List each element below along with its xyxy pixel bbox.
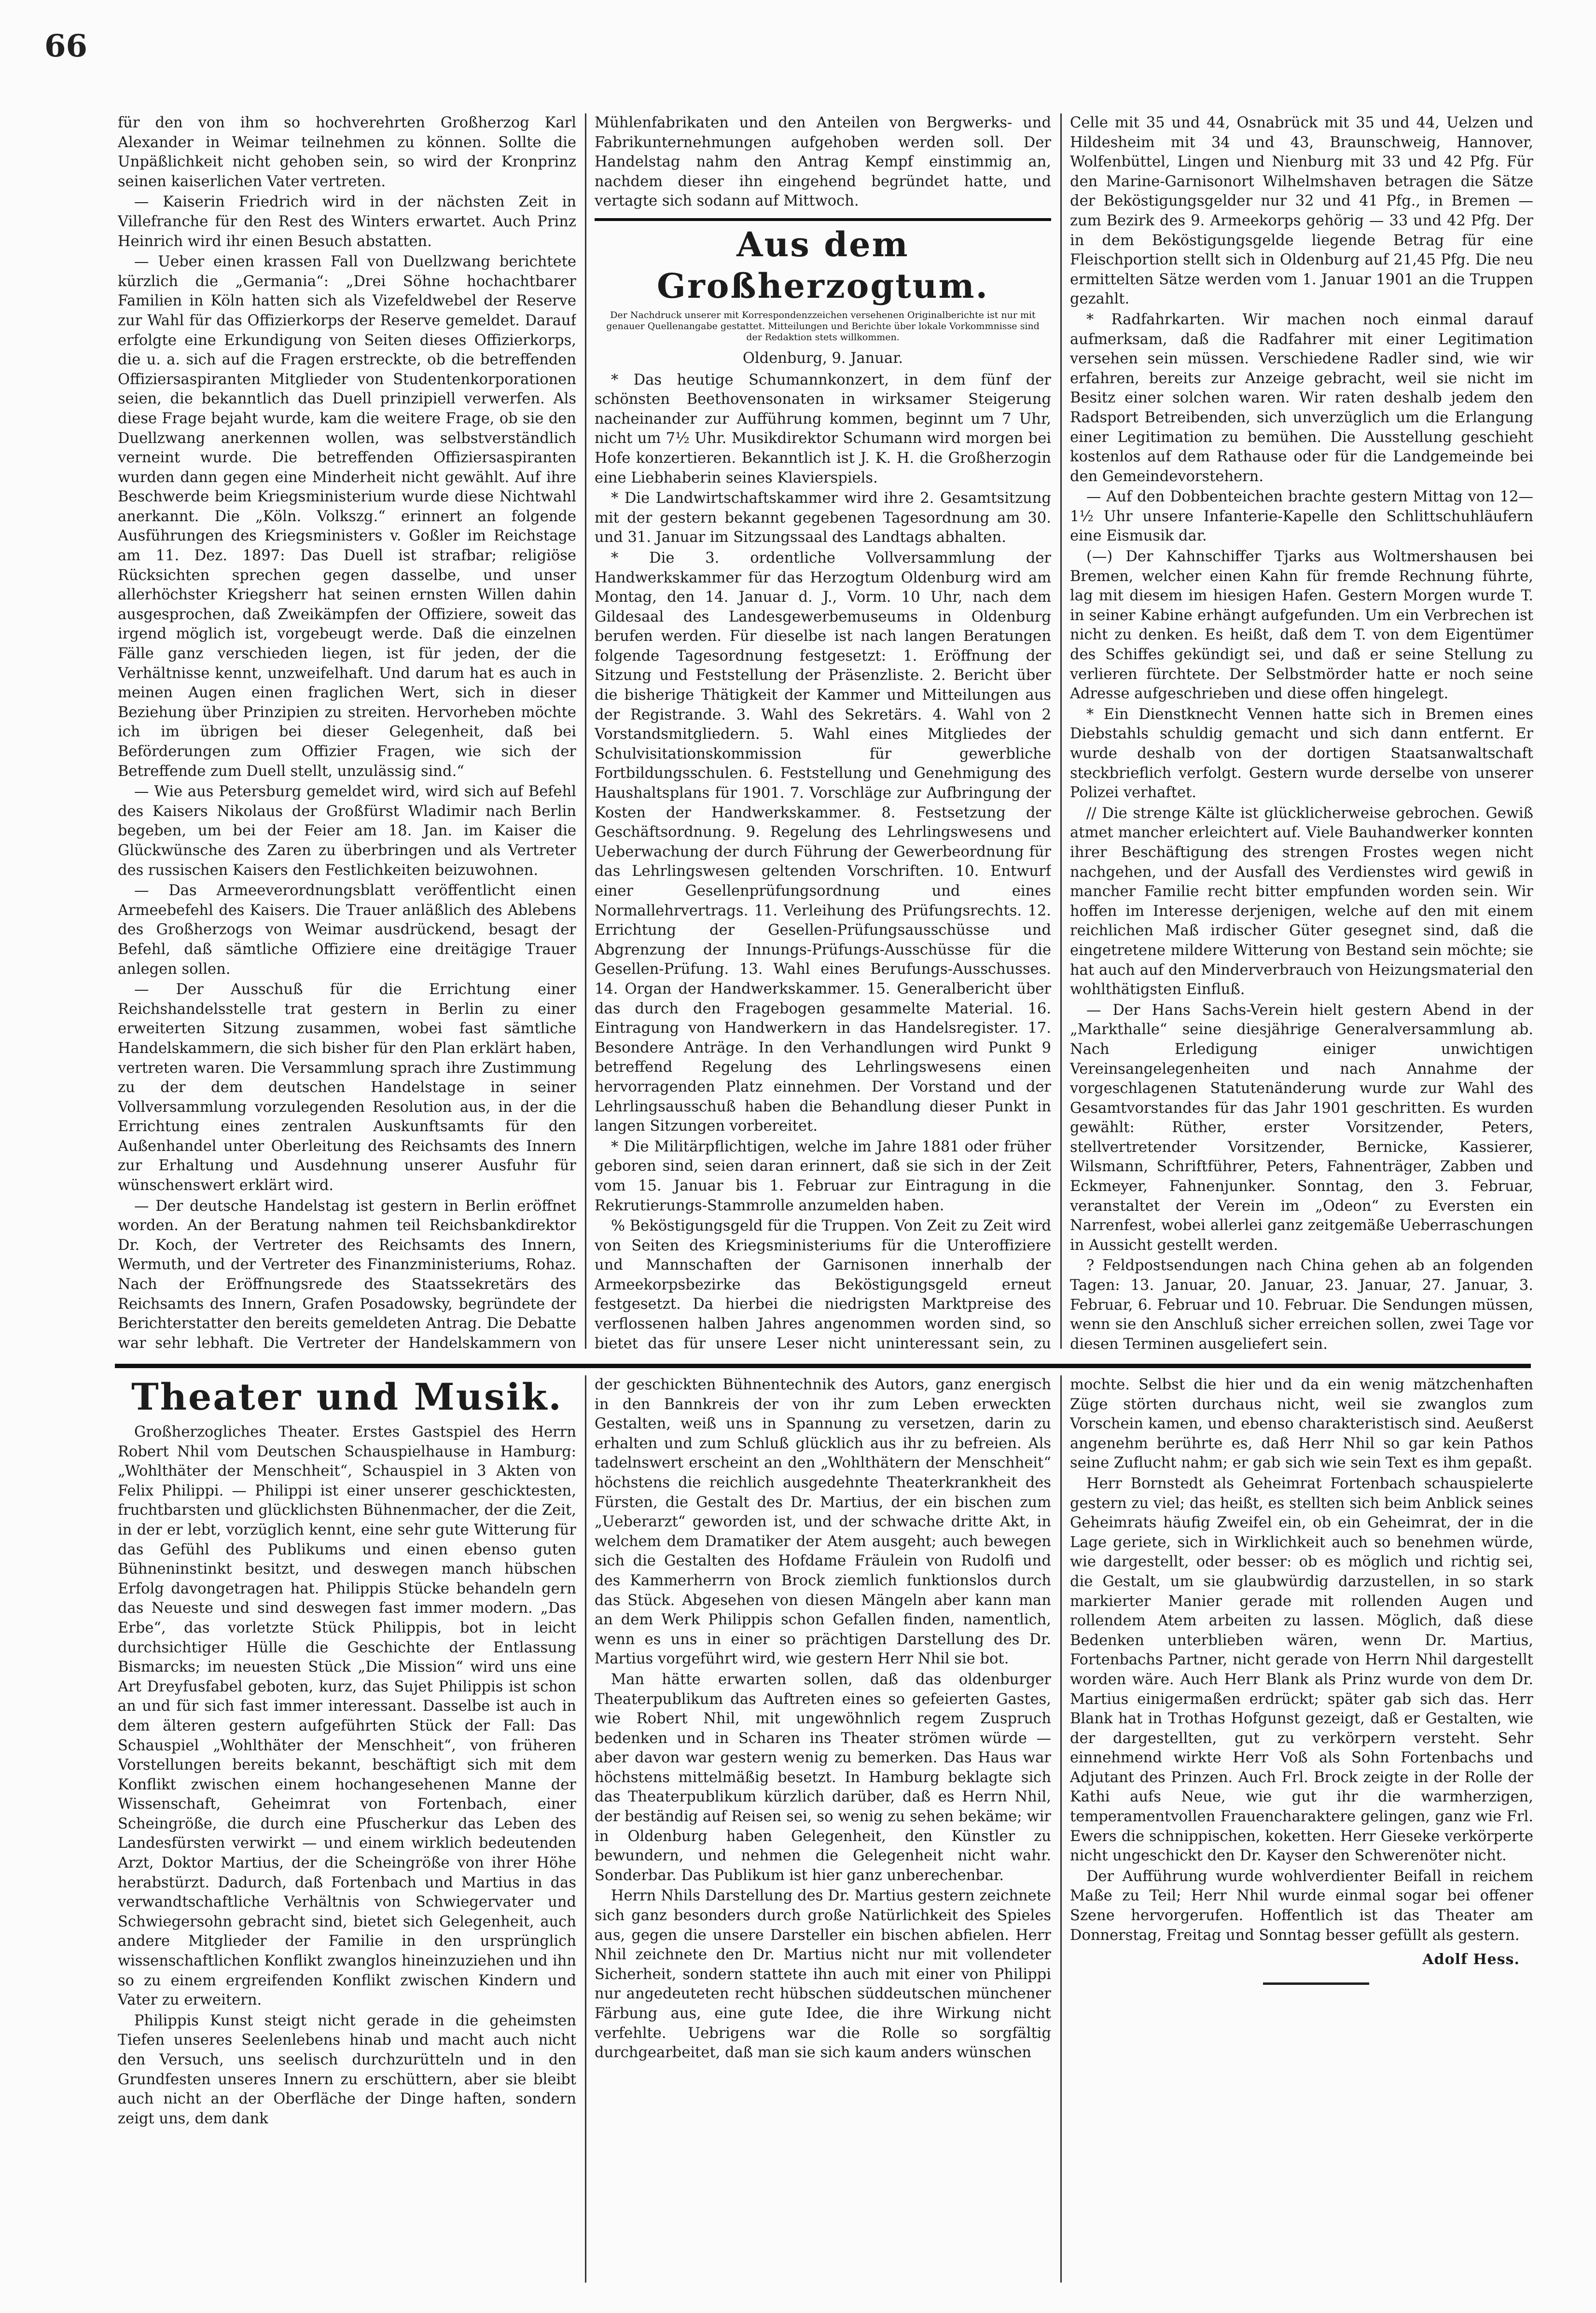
- local-news-paragraph: * Die Militärpflichtigen, welche im Jahre 1881 oder früher geboren sind, seien daran erinnert, daß sie sich in der Zeit vom 15. Januar bis 1. Februar zur Eintragung in die Rekrutierungs-Stammrolle anzumelden haben.: [595, 1138, 1051, 1214]
- news-column-1: [118, 113, 576, 1354]
- column-divider: [585, 113, 586, 1349]
- local-news-paragraph: * Die 3. ordentliche Vollversammlung der Handwerkskammer für das Herzogtum Oldenburg wird am Montag, den 14. Januar d. J., Vorm. 10 Uhr, nach dem Gildesaal des Landesgewerbemuseums in Oldenburg berufen werden. Für dieselbe ist nach langen Beratungen folgende Tagesordnung festgesetzt: 1. Eröffnung der Sitzung und Feststellung der Präsenzliste. 2. Bericht über die bisherige Thätigkeit der Kammer und Mitteilungen aus der Registrande. 3. Wahl des Sekretärs. 4. Wahl von 2 Vorstandsmitgliedern. 5. Wahl eines Mitgliedes der Schulvisitationskommission für gewerbliche Fortbildungsschulen. 6. Feststellung und Genehmigung des Haushaltsplans für 1901. 7. Vorschläge zur Aufbringung der Kosten der Handwerkskammer. 8. Festsetzung der Geschäftsordnung. 9. Regelung des Lehrlingswesens und Ueberwachung der durch Führung der Gewerbeordnung für das Lehrlingswesen geltenden Vorschriften. 10. Entwurf einer Gesellenprüfungsordnung und eines Normallehrvertrags. 11. Verleihung des Prüfungsrechts. 12. Errichtung der Gesellen-Prüfungsausschüsse und Abgrenzung der Innungs-Prüfungs-Ausschüsse für die Gesellen-Prüfung. 13. Wahl eines Berufungs-Ausschusses. 14. Organ der Handwerkskammer. 15. Generalbericht über das durch den Fragebogen gesammelte Material. 16. Eintragung von Handwerkern in das Handelsregister. 17. Besondere Anträge. In den Verhandlungen wird Punkt 9 betreffend Regelung des Lehrlingswesens einen hervorragenden Platz einnehmen. Der Vorstand und der Lehrlingsausschuß haben die Behandlung dieser Punkt in langen Sitzungen vorbereitet.: [595, 549, 1051, 1135]
- feuilleton-rule: [115, 1364, 1531, 1368]
- local-news-paragraph: * Radfahrkarten. Wir machen noch einmal darauf aufmerksam, daß die Radfahrer mit einer Legitimation versehen sein müssen. Verschiedene Radler sind, wie wir erfahren, bereits zur Anzeige gebracht, weil sie nicht im Besitz einer solchen waren. Wir raten deshalb jedem den Radsport Betreibenden, sich unverzüglich um die Erlangung einer Legitimation zu bemühen. Die Ausstellung geschieht kostenlos auf dem Rathause oder für die Landgemeinde bei den Gemeindevorstehern.: [1070, 311, 1533, 485]
- review-paragraph: Herr Bornstedt als Geheimrat Fortenbach schauspielerte gestern zu viel; das heißt, es stellten sich beim Anblick seines Geheimrats häufig Zweifel ein, ob ein Geheimrat, der in die Lage geriete, sich in Wirklichkeit auch so benehmen würde, wie dargestellt, oder besser: ob es möglich und richtig sei, die Gestalt, um sie glaubwürdig darzustellen, in so stark markierter Manier gerade mit rollenden Augen und rollendem Atem arbeiten zu lassen. Möglich, daß diese Bedenken unterblieben wären, wenn Dr. Martius, Fortenbachs Partner, nicht gerade von Herrn Nhil dargestellt worden wäre. Auch Herr Blank als Prinz wurde von dem Dr. Martius einigermaßen erdrückt; später gab sich das. Herr Blank hat in Trothas Hofgunst gezeigt, daß er Gestalten, wie der dargestellten, gut zu verkörpern versteht. Sehr einnehmend wirkte Herr Voß als Sohn Fortenbachs und Adjutant des Prinzen. Auch Frl. Brock zeigte in der Rolle der Kathi aufs Neue, wie gut ihr die warmherzigen, temperamentvollen Frauencharaktere gelingen, ganz wie Frl. Ewers die schnippischen, koketten. Herr Gieseke verkörperte nicht ungeschickt den Dr. Kayser den Schwerenöter nicht.: [1070, 1475, 1533, 1865]
- local-news-paragraph: — Der Hans Sachs-Verein hielt gestern Abend in der „Markthalle“ seine diesjährige Generalversammlung ab. Nach Erledigung einiger unwichtigen Vereinsangelegenheiten und nach Annahme der vorgeschlagenen Statutenänderung wurde zur Wahl des Gesamtvorstandes für das Jahr 1901 geschritten. Es wurden gewählt: Rüther, erster Vorsitzender, Peters, stellvertretender Vorsitzender, Bernicke, Kassierer, Wilsmann, Schriftführer, Peters, Fahnenträger, Zabben und Eckmeyer, Fahnenjunker. Sonntag, den 3. Februar, veranstaltet der Verein im „Odeon“ zu Eversten ein Narrenfest, wobei allerlei ganz zeitgemäße Ueberraschungen in Aussicht gestellt werden.: [1070, 1001, 1533, 1254]
- column-divider: [585, 1375, 586, 2283]
- local-news-paragraph: // Die strenge Kälte ist glücklicherweise gebrochen. Gewiß atmet mancher erleichtert auf. Viele Bauhandwerker konnten ihrer Beschäftigung des strengen Frostes wegen nicht nachgehen, und der Ausfall des Verdienstes wird gewiß in mancher Familie recht bitter empfunden worden sein. Wir hoffen im Interesse derjenigen, welche auf den mit einem reichlichen Maß irdischer Güter gesegnet sind, daß die eingetretene mildere Witterung von Bestand sein möchte; sie hat auch auf den Minderverbrauch von Heizungsmaterial den wohlthätigsten Einfluß.: [1070, 804, 1533, 998]
- news-paragraph: für den von ihm so hochverehrten Großherzog Karl Alexander in Weimar teilnehmen zu können. Sollte die Unpäßlichkeit nicht gehoben sein, so wird der Kronprinz seinen kaiserlichen Vater vertreten.: [118, 114, 576, 190]
- review-paragraph: Man hätte erwarten sollen, daß das oldenburger Theaterpublikum das Auftreten eines so gefeierten Gastes, wie Robert Nhil, mit ungewöhnlich regem Zuspruch bedenken und in Scharen ins Theater strömen würde — aber davon war gestern wenig zu bemerken. Das Haus war höchstens mittelmäßig besetzt. In Hamburg beklagte sich das Theaterpublikum kürzlich darüber, daß es Herrn Nhil, der beständig auf Reisen sei, so wenig zu sehen bekäme; wir in Oldenburg haben Gelegenheit, den Künstler zu bewundern, und nehmen die Gelegenheit nicht wahr. Sonderbar. Das Publikum ist hier ganz unberechenbar.: [595, 1671, 1051, 1884]
- review-paragraph: mochte. Selbst die hier und da ein wenig mätzchenhaften Züge störten durchaus nicht, weil sie zwanglos zum Vorschein kamen, und ebenso charakteristisch sind. Aeußerst angenehm berührte es, daß Herr Nhil so gar kein Pathos seine Zuflucht nahm; er gab sich wie sein Text es ihm gepaßt.: [1070, 1376, 1533, 1472]
- review-paragraph: Philippis Kunst steigt nicht gerade in die geheimsten Tiefen unseres Seelenlebens hinab und macht auch nicht den Versuch, uns seelisch durchzurütteln und in den Grundfesten unseres Innern zu erschüttern, aber sie bleibt auch nicht an der Oberfläche der Dinge haften, sondern zeigt uns, dem dank: [118, 2012, 576, 2127]
- review-paragraph: Der Aufführung wurde wohlverdienter Beifall in reichem Maße zu Teil; Herr Nhil wurde einmal sogar bei offener Szene hervorgerufen. Hoffentlich ist das Theater am Donnerstag, Freitag und Sonntag besser gefüllt als gestern.: [1070, 1868, 1533, 1944]
- page-number: 66: [44, 28, 88, 64]
- news-paragraph: — Ueber einen krassen Fall von Duellzwang berichtete kürzlich die „Germania“: „Drei Söhne hochachtbarer Familien in Köln hatten sich als Vizefeldwebel der Reserve zur Wahl für das Offizierkorps der Reserve gemeldet. Darauf erfolgte eine Erkundigung von Seiten dieses Offizierkorps, die u. a. sich auf die Fragen erstreckte, ob die betreffenden Offiziersaspiranten Mitglieder von Studentenkorporationen seien, die bekanntlich das Duell prinzipiell verwerfen. Als diese Frage bejaht wurde, kam die weitere Frage, ob sie den Duellzwang anerkennen wollen, was selbstverständlich verneint wurde. Die betreffenden Offiziersaspiranten wurden dann gegen eine Minderheit nicht gewählt. Auf ihre Beschwerde beim Kriegsministerium wurde diese Nichtwahl anerkannt. Die „Köln. Volkszg.“ erinnert an folgende Ausführungen des Kriegsministers v. Goßler im Reichstage am 11. Dez. 1897: Das Duell ist strafbar; religiöse Rücksichten sprechen gegen dasselbe, und unser allerhöchster Kriegsherr hat seinen ernsten Willen dahin ausgesprochen, daß Zweikämpfen der Offiziere, soweit das irgend möglich ist, vorgebeugt werde. Daß die einzelnen Fälle ganz verschieden liegen, ist für jeden, der die Verhältnisse kennt, unzweifelhaft. Und darum hat es auch in meinen Augen einen fraglichen Wert, sich in dieser Beziehung über Prinzipien zu streiten. Hervorheben möchte ich im übrigen bei dieser Gelegenheit, daß bei Beförderungen zum Offizier Fragen, wie sich der Betreffende zum Duell stellt, unzulässig sind.“: [118, 253, 576, 780]
- news-column-2: [595, 113, 1051, 1354]
- section-rule: [595, 218, 1051, 221]
- news-paragraph: — Kaiserin Friedrich wird in der nächsten Zeit in Villefranche für den Rest des Winters erwartet. Auch Prinz Heinrich wird ihr einen Besuch abstatten.: [118, 194, 576, 250]
- local-news-paragraph: ? Feldpostsendungen nach China gehen ab an folgenden Tagen: 13. Januar, 20. Januar, 23. Januar, 27. Januar, 3. Februar, 6. Februar und 10. Februar. Die Sendungen müssen, wenn sie den Anschluß sicher erreichen sollen, zwei Tage vor diesen Terminen ausgeliefert sein.: [1070, 1257, 1533, 1353]
- local-news-paragraph: — Auf den Dobbenteichen brachte gestern Mittag von 12—1½ Uhr unsere Infanterie-Kapelle den Schlittschuhläufern eine Eismusik dar.: [1070, 488, 1533, 545]
- local-news-paragraph: % Beköstigungsgeld für die Truppen. Von Zeit zu Zeit wird von Seiten des Kriegsministeriums für die Unteroffiziere und Mannschaften der Garnisonen innerhalb der Armeekorpsbezirke das Beköstigungsgeld erneut festgesetzt. Da hierbei die niedrigsten Marktpreise des verflossenen halben Jahres angenommen worden sind, so bietet das für unsere Leser nicht uninteressant sein, zu: [595, 1218, 1051, 1352]
- dateline: Oldenburg, 9. Januar.: [742, 349, 903, 367]
- local-news-paragraph: * Das heutige Schumannkonzert, in dem fünf der schönsten Beethovensonaten in wirksamer Steigerung nacheinander zur Aufführung kommen, beginnt um 7 Uhr, nicht um 7½ Uhr. Musikdirektor Schumann wird morgen bei Hofe konzertieren. Bekanntlich ist J. K. H. die Großherzogin eine Liebhaberin seines Klavierspiels.: [595, 371, 1051, 486]
- theater-column-2: [595, 1375, 1051, 2292]
- local-news-paragraph: * Ein Dienstknecht Vennen hatte sich in Bremen eines Diebstahls schuldig gemacht und sich dann entfernt. Er wurde deshalb von der dortigen Staatsanwaltschaft steckbrieflich verfolgt. Gestern wurde derselbe von unserer Polizei verhaftet.: [1070, 706, 1533, 802]
- theater-heading: Theater und Musik.: [131, 1375, 563, 1418]
- local-news-paragraph: Celle mit 35 und 44, Osnabrück mit 35 und 44, Uelzen und Hildesheim mit 34 und 43, Braunschweig, Hannover, Wolfenbüttel, Lingen und Nienburg mit 33 und 42 Pfg. Für den Marine-Garnisonort Wilhelmshaven betragen die Sätze der Beköstigungsgelder nur 32 und 41 Pfg., in Bremen — zum Bezirk des 9. Armeekorps gehörig — 33 und 42 Pfg. Der in dem Beköstigungsgelde liegende Betrag für eine Fleischportion stellt sich in Oldenburg auf 21,45 Pfg. Die neu ermittelten Sätze werden vom 1. Januar 1901 an die Truppen gezahlt.: [1070, 114, 1533, 308]
- article-signature: Adolf Hess.: [1422, 1951, 1520, 1968]
- theater-column-3: [1070, 1375, 1533, 2292]
- grossherzogtum-subtitle: Der Nachdruck unserer mit Korrespondenzzeichen versehenen Originalberichte ist nur mit genauer Quellenangabe gestattet. Mitteilungen und Berichte über lokale Vorkommnisse sind der Redaktion stets willkommen.: [606, 309, 1040, 343]
- column-divider: [1060, 113, 1062, 1349]
- local-news-paragraph: (—) Der Kahnschiffer Tjarks aus Woltmershausen bei Bremen, welcher einen Kahn für fremde Rechnung führte, lag mit diesem im hiesigen Hafen. Gestern Morgen wurde T. in seiner Kabine erhängt aufgefunden. Um ein Verbrechen ist nicht zu denken. Es heißt, daß dem T. von dem Eigentümer des Schiffes gekündigt sei, und daß er seine Stellung zu verlieren fürchtete. Der Selbstmörder hatte er noch seine Adresse aufgeschrieben und diese offen hingelegt.: [1070, 548, 1533, 703]
- news-paragraph: — Der Ausschuß für die Errichtung einer Reichshandelsstelle trat gestern in Berlin zu einer erweiterten Sitzung zusammen, wobei fast sämtliche Handelskammern, die sich bisher für den Plan erklärt haben, vertreten waren. Die Versammlung sprach ihre Zustimmung zu der dem deutschen Handelstage in seiner Vollversammlung vorzulegenden Resolution aus, in der die Errichtung eines zentralen Auskunftsamts für den Außenhandel unter Oberleitung des Reichsamts des Innern zur Erhaltung und Ausdehnung unserer Ausfuhr für wünschenswert erklärt wird.: [118, 981, 576, 1194]
- review-paragraph: Großherzogliches Theater. Erstes Gastspiel des Herrn Robert Nhil vom Deutschen Schauspielhause in Hamburg: „Wohlthäter der Menschheit“, Schauspiel in 3 Akten von Felix Philippi. — Philippi ist einer unserer geschicktesten, fruchtbarsten und glücklichsten Bühnenmacher, der die Zeit, in der er lebt, vorzüglich kennt, eine sehr gute Witterung für das Gefühl des Publikums und einen ebenso guten Bühneninstinkt besitzt, und deswegen manch hübschen Erfolg davongetragen hat. Philippis Stücke behandeln gern das Neueste und sind deswegen fast immer modern. „Das Erbe“, das vorletzte Stück Philippis, bot in leicht durchsichtiger Hülle die Geschichte der Entlassung Bismarcks; im neuesten Stück „Die Mission“ wird uns eine Art Dreyfusfabel geboten, kurz, das Sujet Philippis ist schon an und für sich fast immer interessant. Dasselbe ist auch in dem älteren gestern aufgeführten Stück der Fall: Das Schauspiel „Wohlthäter der Menschheit“, von früheren Vorstellungen bereits bekannt, beschäftigt sich mit dem Konflikt zwischen einem hochangesehenen Manne der Wissenschaft, Geheimrat von Fortenbach, einer Scheingröße, die durch eine Pfuscherkur das Leben des Landesfürsten verwirkt — und einem wirklich bedeutenden Arzt, Doktor Martius, der die Scheingröße von ihrer Höhe herabstürzt. Dadurch, daß Fortenbach und Martius in das verwandtschaftliche Verhältnis von Schwiegervater und Schwiegersohn gebracht sind, bietet sich Gelegenheit, auch andere Mitglieder der Familie in den ursprünglich wissenschaftlichen Konflikt zwanglos hineinzuziehen und ihn so zu einem ergreifenden Konflikt zwischen Kindern und Vater zu erweitern.: [118, 1424, 576, 2009]
- local-news-paragraph: * Die Landwirtschaftskammer wird ihre 2. Gesamtsitzung mit der gestern bekannt gegebenen Tagesordnung am 30. und 31. Januar im Sitzungssaal des Landtags abhalten.: [595, 490, 1051, 546]
- news-paragraph: — Wie aus Petersburg gemeldet wird, wird sich auf Befehl des Kaisers Nikolaus der Großfürst Wladimir nach Berlin begeben, um bei der Feier am 18. Jan. im Kaiser die Glückwünsche des Zaren zu überbringen und als Vertreter des russischen Kaisers den Festlichkeiten beizuwohnen.: [118, 783, 576, 879]
- end-rule: [1263, 1982, 1369, 1985]
- grossherzogtum-heading: Aus dem Großherzogtum.: [657, 224, 989, 306]
- theater-column-1: [118, 1375, 576, 2292]
- news-paragraph: Mühlenfabrikaten und den Anteilen von Bergwerks- und Fabrikunternehmungen aufgehoben werden soll. Der Handelstag nahm den Antrag Kempf einstimmig an, nachdem dieser ihn eingehend begründet hatte, und vertagte sich sodann auf Mittwoch.: [595, 114, 1051, 210]
- news-column-3: [1070, 113, 1533, 1354]
- news-paragraph: — Das Armeeverordnungsblatt veröffentlicht einen Armeebefehl des Kaisers. Die Trauer anläßlich des Ablebens des Großherzogs von Weimar ausdrückend, besagt der Befehl, daß sämtliche Offiziere eine dreitägige Trauer anlegen sollen.: [118, 882, 576, 978]
- news-paragraph: — Der deutsche Handelstag ist gestern in Berlin eröffnet worden. An der Beratung nahmen teil Reichsbankdirektor Dr. Koch, der Vertreter des Reichsamts des Innern, Wermuth, und der Vertreter des Finanzministeriums, Rohaz. Nach der Eröffnungsrede des Staatssekretärs des Reichsamts des Innern, Grafen Posadowsky, begründete der Berichterstatter den bereits gemeldeten Antrag. Die Debatte war sehr lebhaft. Die Vertreter der Handelskammern von: [118, 1197, 576, 1352]
- review-paragraph: der geschickten Bühnentechnik des Autors, ganz energisch in den Bannkreis der von ihr zum Leben erweckten Gestalten, weiß uns in Spannung zu versetzen, darin zu erhalten und zum Schluß glücklich aus ihr zu befreien. Als tadelnswert erscheint an den „Wohlthätern der Menschheit“ höchstens die reichlich ausgedehnte Theaterkrankheit des Fürsten, die Gestalt des Dr. Martius, der ein bischen zum „Ueberarzt“ geworden ist, und der schwache dritte Akt, in welchem dem Dramatiker der Atem ausgeht; auch bewegen sich die Gestalten des Hofdame Fräulein von Rudolfi und des Kammerherrn von Brock ziemlich funktionslos durch das Stück. Abgesehen von diesen Mängeln aber kann man an dem Werk Philippis schon Gefallen finden, namentlich, wenn es uns in einer so prächtigen Darstellung des Dr. Martius vorgeführt wird, wie gestern Herr Nhil sie bot.: [595, 1376, 1051, 1668]
- review-paragraph: Herrn Nhils Darstellung des Dr. Martius gestern zeichnete sich ganz besonders durch große Natürlichkeit des Spieles aus, gegen die unsere Darsteller ein bischen abfielen. Herr Nhil zeichnete den Dr. Martius nicht nur mit vollendeter Sicherheit, sondern stattete ihn auch mit einer von Philippi nur angedeuteten recht hübschen süddeutschen münchener Färbung aus, eine gute Idee, die ihre Wirkung nicht verfehlte. Uebrigens war die Rolle so sorgfältig durchgearbeitet, daß man sie sich kaum anders wünschen: [595, 1887, 1051, 2062]
- column-divider: [1060, 1375, 1062, 2283]
